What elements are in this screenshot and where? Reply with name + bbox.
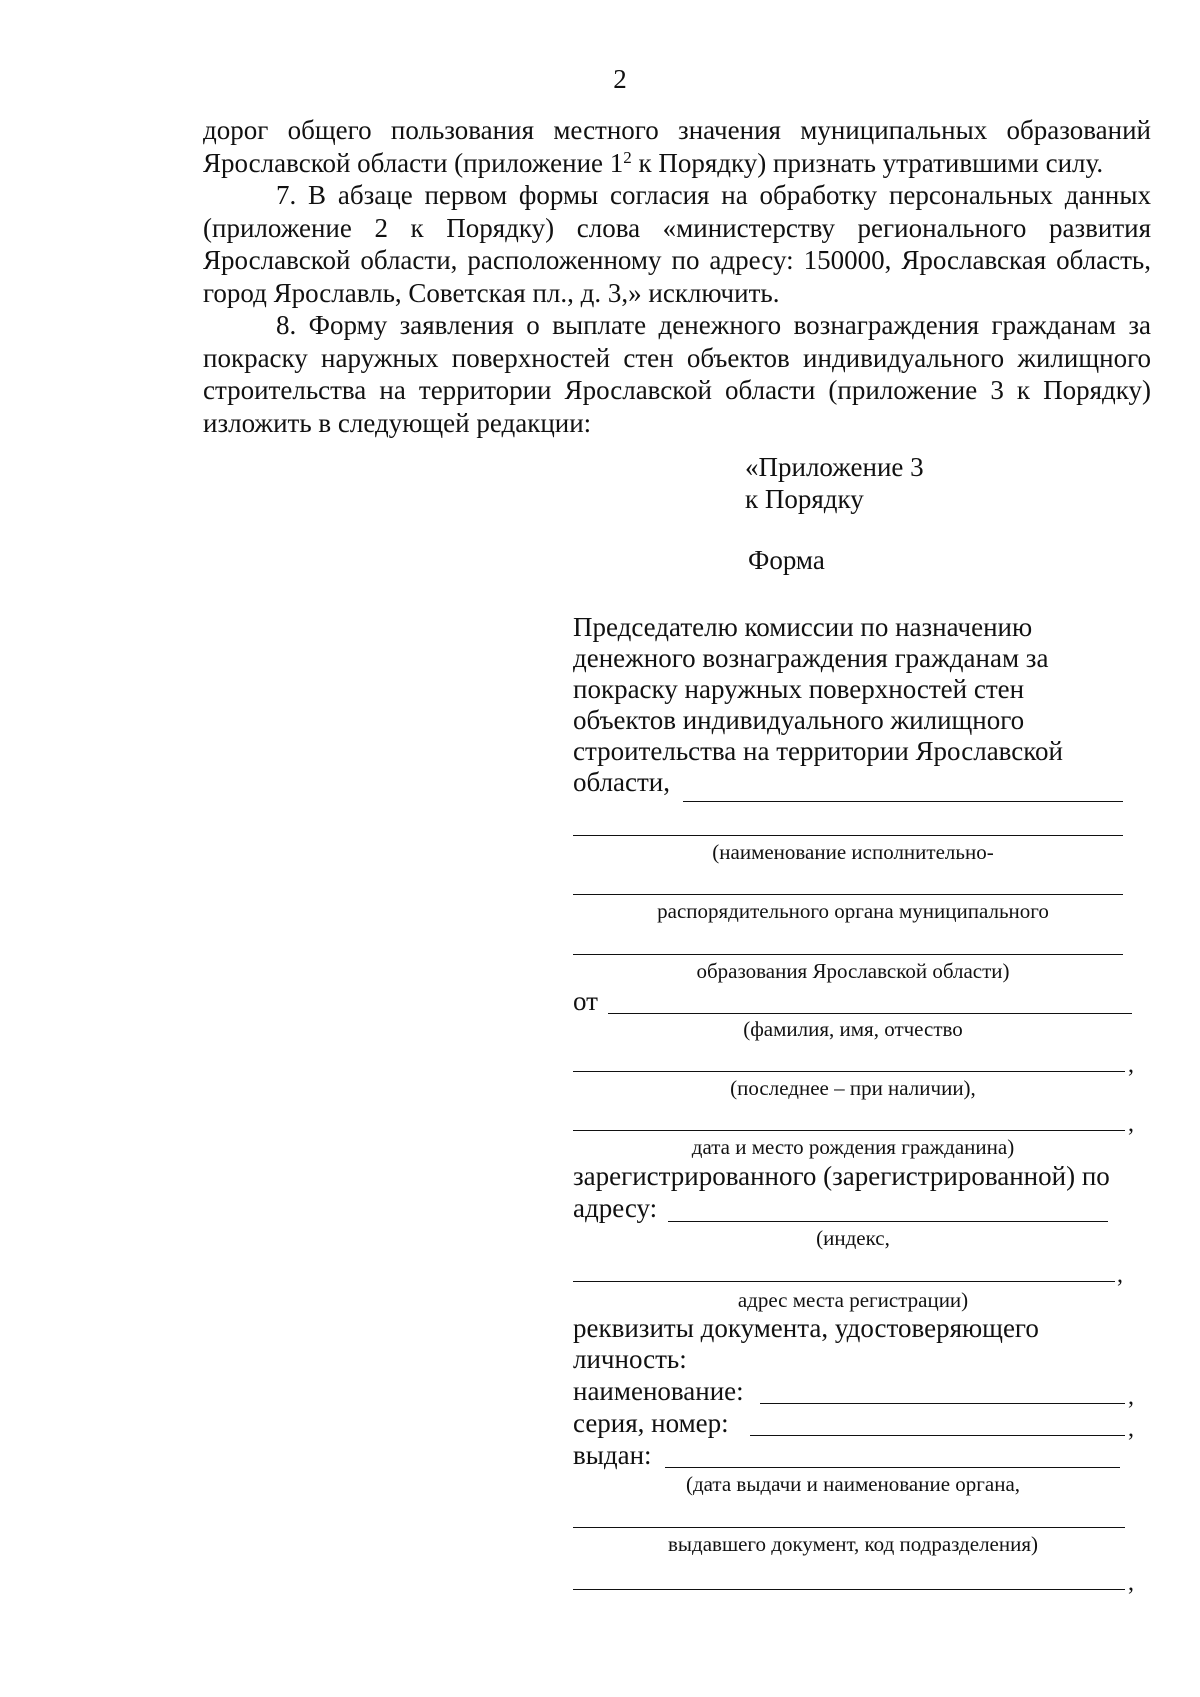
addressee-line-5: строительства на территории Ярославской (573, 736, 1063, 766)
paragraph-1-line-1: дорог общего пользования местного значения муниципальных образований (203, 115, 1151, 145)
caption-authority-2: распорядительного органа муниципального (657, 899, 1049, 923)
blank-line[interactable] (573, 1281, 1115, 1282)
caption-index: (индекс, (816, 1226, 890, 1250)
comma: , (1117, 1262, 1123, 1288)
caption-patronymic: (последнее – при наличии), (730, 1076, 976, 1100)
comma: , (1128, 1052, 1134, 1078)
label-identity: личность: (573, 1344, 687, 1374)
blank-line[interactable] (573, 894, 1123, 895)
comma: , (1128, 1570, 1134, 1596)
blank-line[interactable] (573, 1071, 1125, 1072)
body-text (203, 114, 1151, 439)
blank-line-issued[interactable] (665, 1467, 1120, 1468)
label-issued: выдан: (573, 1440, 652, 1470)
label-series-number: серия, номер: (573, 1408, 729, 1438)
page-number: 2 (613, 64, 627, 94)
addressee-line-2: денежного вознаграждения гражданам за (573, 643, 1049, 673)
caption-issuer: выдавшего документ, код подразделения) (668, 1532, 1038, 1556)
caption-full-name: (фамилия, имя, отчество (743, 1017, 963, 1041)
label-address: адресу: (573, 1193, 658, 1223)
label-doc-name: наименование: (573, 1376, 744, 1406)
paragraph-7: 7. В абзаце первом формы согласия на обработку персональных данных (приложение 2 к Порядку) слова «министерству регионального развития Ярославской области, расположенному по адресу: 150000, Ярославская область, город Ярославль, Советская пл., д. 3,» исключить. (203, 180, 1151, 308)
blank-line-index[interactable] (668, 1221, 1108, 1222)
addressee-line-1: Председателю комиссии по назначению (573, 612, 1033, 642)
annex-line-2: к Порядку (745, 484, 864, 514)
blank-line[interactable] (573, 1130, 1125, 1131)
caption-authority-1: (наименование исполнительно- (712, 840, 994, 864)
blank-line-series-number[interactable] (750, 1435, 1125, 1436)
caption-issue-date: (дата выдачи и наименование органа, (685, 1472, 1021, 1496)
blank-line[interactable] (573, 1589, 1125, 1590)
label-registered: зарегистрированного (зарегистрированной) по (573, 1161, 1110, 1191)
blank-line[interactable] (573, 954, 1123, 955)
comma: , (1128, 1416, 1134, 1442)
label-from: от (573, 986, 598, 1016)
comma: , (1128, 1111, 1134, 1137)
blank-line-full-name[interactable] (608, 1013, 1132, 1014)
caption-birth: дата и место рождения гражданина) (691, 1135, 1015, 1159)
blank-line[interactable] (573, 835, 1123, 836)
addressee-line-6: области, (573, 767, 671, 797)
annex-line-1: «Приложение 3 (745, 452, 924, 482)
caption-registration: адрес места регистрации) (737, 1288, 969, 1312)
form-label: Форма (748, 545, 825, 575)
caption-authority-3: образования Ярославской области) (696, 959, 1010, 983)
addressee-line-4: объектов индивидуального жилищного (573, 705, 1025, 735)
paragraph-1-line-2 (203, 147, 1151, 180)
paragraph-1-text: Ярославской области (приложение 1 (203, 147, 624, 178)
addressee-line-3: покраску наружных поверхностей стен (573, 674, 1025, 704)
comma: , (1128, 1384, 1134, 1410)
label-doc-requisites: реквизиты документа, удостоверяющего (573, 1313, 1039, 1343)
blank-line-authority[interactable] (683, 801, 1123, 802)
superscript: 2 (623, 147, 632, 167)
blank-line[interactable] (573, 1527, 1125, 1528)
paragraph-8: 8. Форму заявления о выплате денежного вознаграждения гражданам за покраску наружных поверхностей стен объектов индивидуального жилищного строительства на территории Ярославской области (приложение 3 к Порядку) изложить в следующей редакции: (203, 310, 1151, 438)
paragraph-1-text-end: к Порядку) признать утратившими силу. (631, 147, 1104, 178)
addressee-block (573, 612, 1133, 798)
blank-line-doc-name[interactable] (760, 1403, 1125, 1404)
